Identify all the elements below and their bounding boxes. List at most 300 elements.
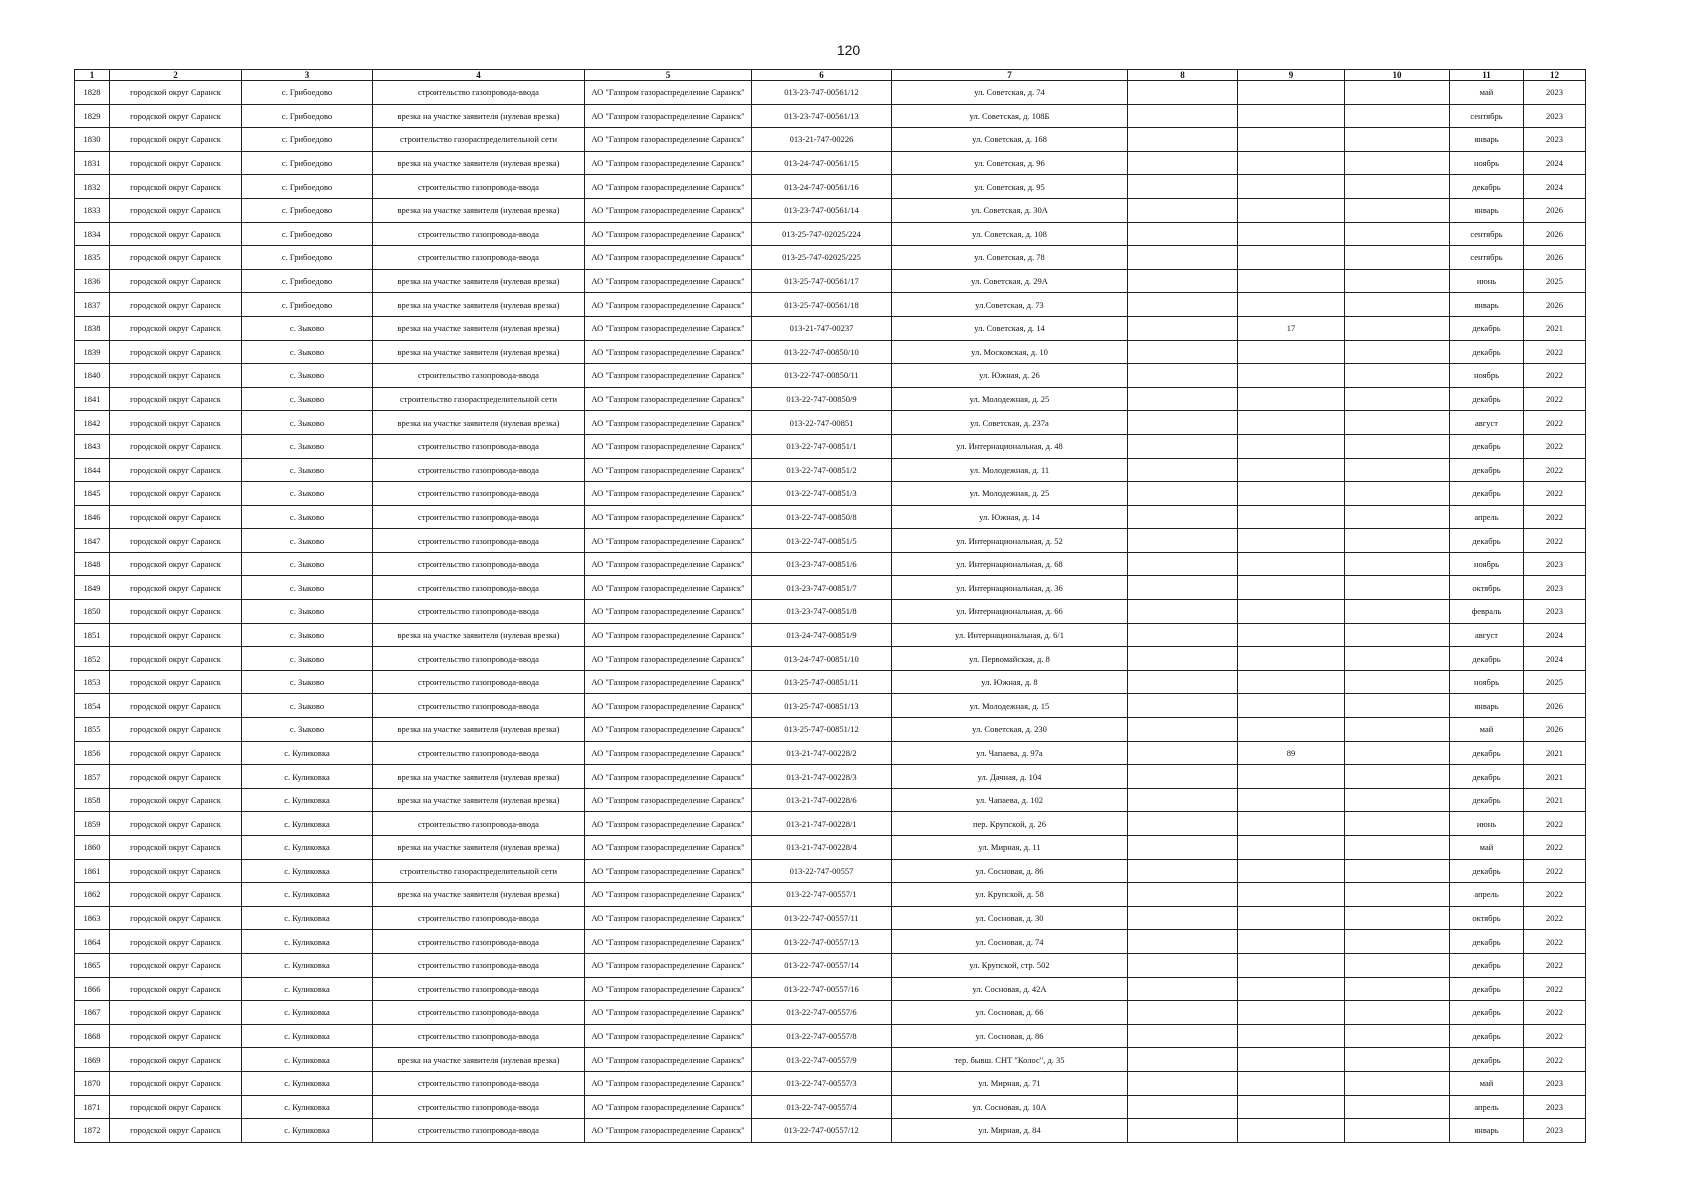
cell-month: апрель [1450,505,1524,529]
cell-year: 2022 [1524,529,1586,553]
cell-settlement: с. Зыково [242,552,373,576]
cell-contract-number: 013-22-747-00851/3 [752,482,892,506]
table-row [75,151,1586,175]
cell-address: ул.Советская, д. 73 [892,293,1128,317]
cell-organization: АО "Газпром газораспределение Саранск" [585,930,752,954]
cell-settlement: с. Куликовка [242,859,373,883]
cell-municipality: городской округ Саранск [110,458,242,482]
cell-col-9 [1238,906,1345,930]
cell-col-10 [1345,741,1450,765]
cell-row-number: 1858 [75,788,110,812]
cell-year: 2026 [1524,694,1586,718]
cell-year: 2022 [1524,953,1586,977]
cell-settlement: с. Грибоедово [242,293,373,317]
cell-settlement: с. Куликовка [242,788,373,812]
column-header-5: 5 [585,70,752,81]
cell-month: август [1450,411,1524,435]
cell-settlement: с. Куликовка [242,812,373,836]
cell-row-number: 1851 [75,623,110,647]
cell-address: ул. Сосновая, д. 30 [892,906,1128,930]
cell-year: 2023 [1524,1071,1586,1095]
cell-row-number: 1859 [75,812,110,836]
cell-address: тер. бывш. СНТ "Колос", д. 35 [892,1048,1128,1072]
table-row [75,222,1586,246]
cell-col-8 [1128,81,1238,105]
cell-row-number: 1862 [75,883,110,907]
cell-settlement: с. Зыково [242,600,373,624]
cell-address: ул. Сосновая, д. 86 [892,1024,1128,1048]
cell-col-8 [1128,765,1238,789]
cell-contract-number: 013-22-747-00557/4 [752,1095,892,1119]
cell-col-10 [1345,1048,1450,1072]
table-row [75,930,1586,954]
cell-municipality: городской округ Саранск [110,222,242,246]
cell-month: октябрь [1450,906,1524,930]
cell-col-9 [1238,222,1345,246]
table-row [75,694,1586,718]
cell-year: 2022 [1524,434,1586,458]
cell-contract-number: 013-25-747-02025/225 [752,246,892,270]
cell-col-10 [1345,600,1450,624]
cell-year: 2022 [1524,387,1586,411]
cell-month: декабрь [1450,340,1524,364]
cell-year: 2023 [1524,1095,1586,1119]
cell-col-8 [1128,434,1238,458]
cell-work-type: строительство газопровода-ввода [373,953,585,977]
cell-contract-number: 013-25-747-00561/17 [752,269,892,293]
cell-col-8 [1128,104,1238,128]
cell-address: ул. Сосновая, д. 74 [892,930,1128,954]
cell-work-type: строительство газопровода-ввода [373,906,585,930]
cell-work-type: врезка на участке заявителя (нулевая врезка) [373,411,585,435]
cell-work-type: строительство газопровода-ввода [373,1071,585,1095]
cell-col-10 [1345,198,1450,222]
cell-col-8 [1128,246,1238,270]
cell-address: ул. Советская, д. 14 [892,316,1128,340]
cell-col-9 [1238,694,1345,718]
column-header-8: 8 [1128,70,1238,81]
cell-organization: АО "Газпром газораспределение Саранск" [585,529,752,553]
cell-row-number: 1852 [75,647,110,671]
cell-col-9 [1238,246,1345,270]
cell-row-number: 1872 [75,1119,110,1143]
cell-year: 2024 [1524,647,1586,671]
cell-organization: АО "Газпром газораспределение Саранск" [585,458,752,482]
cell-settlement: с. Грибоедово [242,104,373,128]
cell-work-type: врезка на участке заявителя (нулевая врезка) [373,765,585,789]
cell-col-8 [1128,836,1238,860]
cell-month: январь [1450,694,1524,718]
cell-col-10 [1345,387,1450,411]
cell-contract-number: 013-25-747-00851/11 [752,670,892,694]
cell-col-9 [1238,1001,1345,1025]
cell-contract-number: 013-24-747-00561/15 [752,151,892,175]
cell-col-10 [1345,364,1450,388]
cell-settlement: с. Зыково [242,718,373,742]
cell-year: 2022 [1524,906,1586,930]
cell-organization: АО "Газпром газораспределение Саранск" [585,788,752,812]
column-header-7: 7 [892,70,1128,81]
cell-month: июнь [1450,812,1524,836]
cell-month: май [1450,836,1524,860]
table-row [75,505,1586,529]
cell-settlement: с. Куликовка [242,977,373,1001]
cell-settlement: с. Куликовка [242,1095,373,1119]
cell-month: январь [1450,128,1524,152]
cell-month: сентябрь [1450,246,1524,270]
cell-municipality: городской округ Саранск [110,411,242,435]
cell-col-10 [1345,812,1450,836]
cell-year: 2022 [1524,364,1586,388]
cell-work-type: строительство газораспределительной сети [373,128,585,152]
cell-municipality: городской округ Саранск [110,741,242,765]
cell-year: 2026 [1524,246,1586,270]
cell-month: декабрь [1450,529,1524,553]
cell-municipality: городской округ Саранск [110,1095,242,1119]
cell-settlement: с. Зыково [242,411,373,435]
cell-organization: АО "Газпром газораспределение Саранск" [585,482,752,506]
cell-organization: АО "Газпром газораспределение Саранск" [585,1024,752,1048]
cell-col-8 [1128,411,1238,435]
cell-address: ул. Интернациональная, д. 52 [892,529,1128,553]
cell-municipality: городской округ Саранск [110,1001,242,1025]
cell-contract-number: 013-22-747-00557/16 [752,977,892,1001]
cell-col-10 [1345,128,1450,152]
cell-col-9 [1238,576,1345,600]
cell-work-type: строительство газопровода-ввода [373,694,585,718]
cell-contract-number: 013-21-747-00228/1 [752,812,892,836]
cell-organization: АО "Газпром газораспределение Саранск" [585,576,752,600]
cell-settlement: с. Зыково [242,387,373,411]
table-row [75,977,1586,1001]
cell-municipality: городской округ Саранск [110,387,242,411]
cell-contract-number: 013-22-747-00851 [752,411,892,435]
table-row [75,788,1586,812]
cell-address: ул. Сосновая, д. 10А [892,1095,1128,1119]
cell-month: ноябрь [1450,552,1524,576]
cell-month: ноябрь [1450,364,1524,388]
cell-col-9 [1238,1095,1345,1119]
cell-col-8 [1128,953,1238,977]
table-row [75,883,1586,907]
cell-col-8 [1128,151,1238,175]
cell-month: декабрь [1450,1048,1524,1072]
cell-municipality: городской округ Саранск [110,788,242,812]
cell-settlement: с. Зыково [242,505,373,529]
cell-contract-number: 013-21-747-00237 [752,316,892,340]
table-row [75,576,1586,600]
cell-col-9 [1238,269,1345,293]
cell-municipality: городской округ Саранск [110,104,242,128]
cell-col-10 [1345,647,1450,671]
cell-organization: АО "Газпром газораспределение Саранск" [585,434,752,458]
cell-settlement: с. Куликовка [242,741,373,765]
cell-month: сентябрь [1450,222,1524,246]
table-row [75,623,1586,647]
cell-month: декабрь [1450,647,1524,671]
cell-work-type: врезка на участке заявителя (нулевая врезка) [373,293,585,317]
cell-col-8 [1128,883,1238,907]
cell-settlement: с. Куликовка [242,906,373,930]
cell-year: 2023 [1524,128,1586,152]
cell-col-9 [1238,175,1345,199]
column-header-6: 6 [752,70,892,81]
cell-settlement: с. Зыково [242,482,373,506]
cell-work-type: строительство газопровода-ввода [373,175,585,199]
cell-month: декабрь [1450,953,1524,977]
table-row [75,411,1586,435]
cell-municipality: городской округ Саранск [110,670,242,694]
cell-row-number: 1830 [75,128,110,152]
cell-year: 2022 [1524,1048,1586,1072]
cell-month: декабрь [1450,741,1524,765]
cell-contract-number: 013-22-747-00850/11 [752,364,892,388]
cell-year: 2023 [1524,81,1586,105]
cell-address: ул. Крупской, д. 58 [892,883,1128,907]
cell-month: декабрь [1450,1001,1524,1025]
cell-year: 2021 [1524,788,1586,812]
cell-col-9 [1238,836,1345,860]
cell-col-9 [1238,340,1345,364]
cell-col-10 [1345,883,1450,907]
cell-col-10 [1345,670,1450,694]
cell-settlement: с. Грибоедово [242,198,373,222]
cell-work-type: строительство газопровода-ввода [373,670,585,694]
cell-work-type: строительство газопровода-ввода [373,246,585,270]
cell-year: 2022 [1524,505,1586,529]
cell-contract-number: 013-22-747-00557/1 [752,883,892,907]
cell-address: ул. Интернациональная, д. 6/1 [892,623,1128,647]
cell-col-10 [1345,1024,1450,1048]
cell-contract-number: 013-24-747-00851/9 [752,623,892,647]
table-row [75,364,1586,388]
cell-row-number: 1847 [75,529,110,553]
cell-municipality: городской округ Саранск [110,552,242,576]
cell-address: ул. Советская, д. 29А [892,269,1128,293]
cell-address: ул. Южная, д. 14 [892,505,1128,529]
cell-col-9 [1238,1119,1345,1143]
cell-work-type: строительство газопровода-ввода [373,434,585,458]
cell-year: 2023 [1524,104,1586,128]
cell-month: октябрь [1450,576,1524,600]
cell-municipality: городской округ Саранск [110,694,242,718]
cell-row-number: 1864 [75,930,110,954]
cell-organization: АО "Газпром газораспределение Саранск" [585,977,752,1001]
cell-col-8 [1128,930,1238,954]
cell-work-type: строительство газопровода-ввода [373,930,585,954]
cell-municipality: городской округ Саранск [110,600,242,624]
cell-organization: АО "Газпром газораспределение Саранск" [585,411,752,435]
cell-row-number: 1838 [75,316,110,340]
cell-municipality: городской округ Саранск [110,718,242,742]
cell-contract-number: 013-21-747-00228/6 [752,788,892,812]
cell-year: 2026 [1524,198,1586,222]
cell-month: декабрь [1450,788,1524,812]
table-row [75,1048,1586,1072]
cell-organization: АО "Газпром газораспределение Саранск" [585,198,752,222]
cell-address: ул. Советская, д. 108Б [892,104,1128,128]
cell-address: ул. Молодежная, д. 25 [892,387,1128,411]
cell-month: сентябрь [1450,104,1524,128]
cell-contract-number: 013-22-747-00557/14 [752,953,892,977]
table-row [75,741,1586,765]
cell-municipality: городской округ Саранск [110,482,242,506]
cell-col-8 [1128,316,1238,340]
cell-col-9 [1238,293,1345,317]
cell-work-type: строительство газопровода-ввода [373,529,585,553]
cell-col-8 [1128,458,1238,482]
cell-year: 2024 [1524,623,1586,647]
cell-work-type: врезка на участке заявителя (нулевая врезка) [373,883,585,907]
cell-organization: АО "Газпром газораспределение Саранск" [585,552,752,576]
cell-year: 2023 [1524,1119,1586,1143]
cell-work-type: строительство газопровода-ввода [373,482,585,506]
cell-col-9 [1238,1071,1345,1095]
cell-contract-number: 013-22-747-00557/9 [752,1048,892,1072]
cell-col-9 [1238,812,1345,836]
column-header-12: 12 [1524,70,1586,81]
cell-municipality: городской округ Саранск [110,293,242,317]
cell-row-number: 1865 [75,953,110,977]
cell-address: ул. Советская, д. 30А [892,198,1128,222]
cell-settlement: с. Куликовка [242,1048,373,1072]
cell-row-number: 1842 [75,411,110,435]
cell-col-8 [1128,1095,1238,1119]
cell-year: 2025 [1524,670,1586,694]
cell-month: февраль [1450,600,1524,624]
cell-contract-number: 013-24-747-00851/10 [752,647,892,671]
cell-address: пер. Крупской, д. 26 [892,812,1128,836]
cell-municipality: городской округ Саранск [110,529,242,553]
cell-row-number: 1849 [75,576,110,600]
cell-row-number: 1866 [75,977,110,1001]
cell-work-type: врезка на участке заявителя (нулевая врезка) [373,269,585,293]
cell-row-number: 1871 [75,1095,110,1119]
cell-organization: АО "Газпром газораспределение Саранск" [585,1071,752,1095]
cell-work-type: врезка на участке заявителя (нулевая врезка) [373,836,585,860]
cell-row-number: 1841 [75,387,110,411]
cell-col-8 [1128,718,1238,742]
cell-settlement: с. Куликовка [242,883,373,907]
cell-settlement: с. Зыково [242,576,373,600]
cell-municipality: городской округ Саранск [110,836,242,860]
cell-settlement: с. Зыково [242,458,373,482]
table-row [75,718,1586,742]
cell-work-type: строительство газопровода-ввода [373,812,585,836]
cell-settlement: с. Куликовка [242,1071,373,1095]
cell-contract-number: 013-23-747-00851/7 [752,576,892,600]
cell-year: 2026 [1524,718,1586,742]
cell-work-type: врезка на участке заявителя (нулевая врезка) [373,340,585,364]
cell-col-10 [1345,718,1450,742]
cell-year: 2021 [1524,316,1586,340]
cell-settlement: с. Зыково [242,529,373,553]
cell-row-number: 1861 [75,859,110,883]
cell-year: 2022 [1524,1001,1586,1025]
cell-year: 2022 [1524,1024,1586,1048]
cell-row-number: 1846 [75,505,110,529]
cell-col-10 [1345,1119,1450,1143]
table-row [75,812,1586,836]
cell-col-10 [1345,1001,1450,1025]
cell-col-8 [1128,505,1238,529]
cell-settlement: с. Грибоедово [242,269,373,293]
cell-row-number: 1855 [75,718,110,742]
cell-month: август [1450,623,1524,647]
cell-col-8 [1128,1048,1238,1072]
cell-municipality: городской округ Саранск [110,269,242,293]
cell-col-10 [1345,953,1450,977]
cell-col-9 [1238,883,1345,907]
column-header-1: 1 [75,70,110,81]
cell-row-number: 1853 [75,670,110,694]
cell-row-number: 1845 [75,482,110,506]
cell-year: 2026 [1524,293,1586,317]
cell-work-type: строительство газопровода-ввода [373,1095,585,1119]
cell-settlement: с. Куликовка [242,836,373,860]
cell-year: 2021 [1524,741,1586,765]
cell-settlement: с. Зыково [242,694,373,718]
cell-organization: АО "Газпром газораспределение Саранск" [585,718,752,742]
cell-contract-number: 013-22-747-00850/10 [752,340,892,364]
cell-settlement: с. Грибоедово [242,81,373,105]
cell-municipality: городской округ Саранск [110,765,242,789]
cell-address: ул. Советская, д. 108 [892,222,1128,246]
cell-work-type: строительство газопровода-ввода [373,647,585,671]
cell-col-10 [1345,788,1450,812]
cell-col-8 [1128,1071,1238,1095]
table-row [75,434,1586,458]
cell-month: январь [1450,198,1524,222]
cell-year: 2025 [1524,269,1586,293]
cell-municipality: городской округ Саранск [110,906,242,930]
cell-organization: АО "Газпром газораспределение Саранск" [585,269,752,293]
cell-row-number: 1834 [75,222,110,246]
cell-municipality: городской округ Саранск [110,316,242,340]
table-row [75,953,1586,977]
cell-settlement: с. Грибоедово [242,222,373,246]
cell-organization: АО "Газпром газораспределение Саранск" [585,128,752,152]
cell-municipality: городской округ Саранск [110,1024,242,1048]
cell-col-10 [1345,316,1450,340]
cell-address: ул. Советская, д. 74 [892,81,1128,105]
cell-contract-number: 013-21-747-00228/4 [752,836,892,860]
cell-col-10 [1345,529,1450,553]
cell-month: декабрь [1450,930,1524,954]
cell-address: ул. Чапаева, д. 102 [892,788,1128,812]
cell-col-8 [1128,1024,1238,1048]
cell-contract-number: 013-25-747-00851/13 [752,694,892,718]
cell-col-8 [1128,175,1238,199]
cell-settlement: с. Зыково [242,647,373,671]
cell-organization: АО "Газпром газораспределение Саранск" [585,1095,752,1119]
registry-table [74,69,1586,1143]
cell-year: 2023 [1524,576,1586,600]
cell-col-8 [1128,387,1238,411]
cell-year: 2022 [1524,340,1586,364]
cell-address: ул. Интернациональная, д. 48 [892,434,1128,458]
column-header-2: 2 [110,70,242,81]
cell-contract-number: 013-22-747-00557 [752,859,892,883]
cell-col-10 [1345,340,1450,364]
table-row [75,482,1586,506]
cell-address: ул. Интернациональная, д. 36 [892,576,1128,600]
cell-row-number: 1836 [75,269,110,293]
cell-municipality: городской округ Саранск [110,930,242,954]
cell-address: ул. Крупской, стр. 502 [892,953,1128,977]
cell-settlement: с. Куликовка [242,1001,373,1025]
table-row [75,198,1586,222]
